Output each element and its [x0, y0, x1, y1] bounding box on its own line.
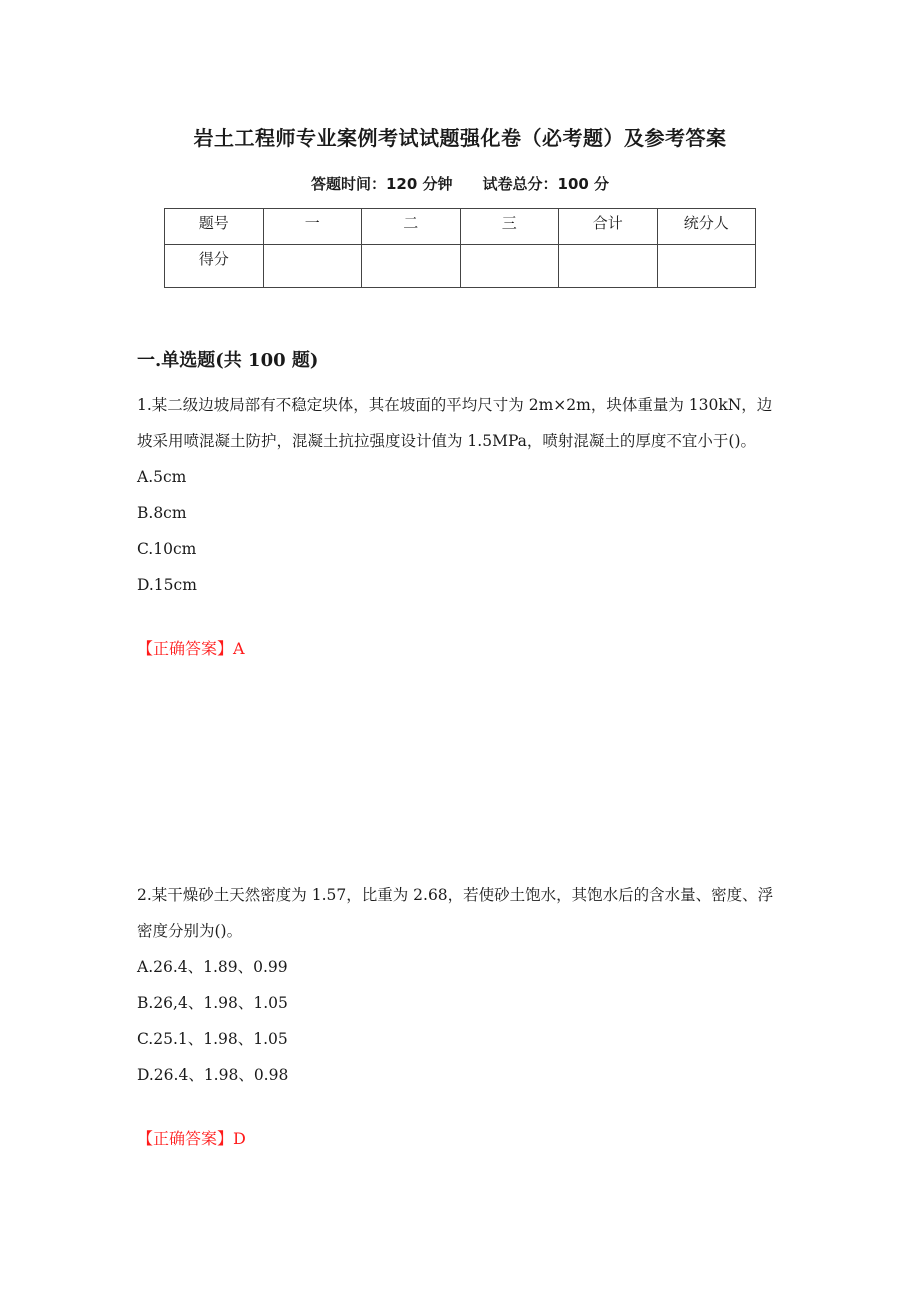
header-cell-part-3: 三 [460, 209, 559, 245]
score-table-header-row [165, 209, 756, 245]
question-stem: 2.某干燥砂土天然密度为 1.57，比重为 2.68，若使砂土饱水，其饱水后的含水量、密度、浮密度分别为()。 [137, 886, 774, 940]
score-cell-part-3 [460, 245, 559, 288]
exam-total-score: 试卷总分：100 分 [482, 175, 610, 193]
correct-answer: 【正确答案】D [137, 1129, 246, 1148]
section-title: 一.单选题(共 100 题) [137, 350, 319, 371]
option-a: A.26.4、1.89、0.99 [137, 958, 288, 976]
score-cell-part-1 [263, 245, 362, 288]
option-c: C.10cm [137, 540, 197, 558]
question-item [137, 877, 787, 1157]
score-table [164, 208, 756, 288]
option-c: C.25.1、1.98、1.05 [137, 1030, 288, 1048]
header-cell-part-2: 二 [362, 209, 461, 245]
score-cell-scorer [657, 245, 756, 288]
option-a: A.5cm [137, 468, 187, 486]
exam-meta [0, 173, 920, 194]
score-cell-part-2 [362, 245, 461, 288]
score-table-score-row [165, 245, 756, 288]
option-b: B.26,4、1.98、1.05 [137, 994, 288, 1012]
question-item [137, 387, 787, 667]
exam-time: 答题时间：120 分钟 [310, 175, 453, 193]
score-cell-total [559, 245, 658, 288]
header-cell-part-1: 一 [263, 209, 362, 245]
header-cell-total: 合计 [559, 209, 658, 245]
score-row-label: 得分 [165, 245, 264, 288]
question-stem: 1.某二级边坡局部有不稳定块体，其在坡面的平均尺寸为 2m×2m，块体重量为 130kN，边坡采用喷混凝土防护，混凝土抗拉强度设计值为 1.5MPa，喷射混凝土的厚度不宜小于()。 [137, 396, 773, 450]
document-title: 岩土工程师专业案例考试试题强化卷（必考题）及参考答案 [193, 126, 727, 150]
header-cell-question-number: 题号 [165, 209, 264, 245]
header-cell-scorer: 统分人 [657, 209, 756, 245]
option-d: D.15cm [137, 576, 197, 594]
correct-answer: 【正确答案】A [137, 639, 245, 658]
option-b: B.8cm [137, 504, 187, 522]
option-d: D.26.4、1.98、0.98 [137, 1066, 289, 1084]
